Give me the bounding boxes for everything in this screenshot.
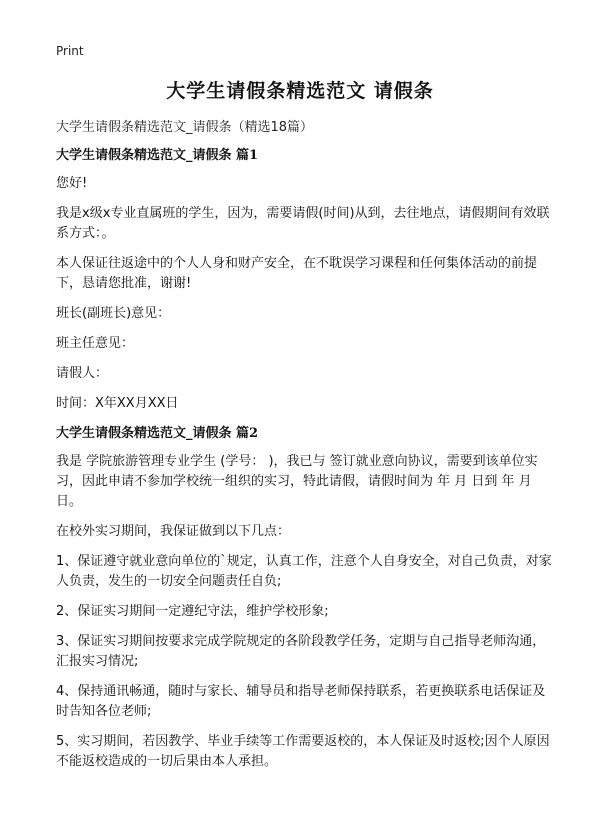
document-body xyxy=(56,118,556,782)
list-item: 4、保持通讯畅通，随时与家长、辅导员和指导老师保持联系，若更换联系电话保证及时告知各位老师; xyxy=(56,684,546,719)
applicant: 请假人： xyxy=(56,366,109,381)
paragraph: 本人保证往返途中的个人人身和财产安全，在不耽误学习课程和任何集体活动的前提下，恳请您批准，谢谢! xyxy=(56,256,538,291)
list-item: 3、保证实习期间按要求完成学院规定的各阶段教学任务，定期与自己指导老师沟通，汇报实习情况; xyxy=(56,634,546,669)
section-heading-1: 大学生请假条精选范文_请假条 篇1 xyxy=(56,148,259,163)
list-item: 2、保证实习期间一定遵纪守法，维护学校形象; xyxy=(56,604,329,619)
list-item: 1、保证遵守就业意向单位的`规定，认真工作，注意个人自身安全，对自己负责，对家人负责，发生的一切安全问题责任自负; xyxy=(56,554,552,589)
date-line: 时间：X年XX月XX日 xyxy=(56,396,179,411)
monitor-opinion: 班长(副班长)意见： xyxy=(56,306,171,321)
paragraph: 我是 学院旅游管理专业学生 (学号： )，我已与 签订就业意向协议，需要到该单位实习，因此申请不参加学校统一组织的实习，特此请假，请假时间为 年 月 日到 年 月 日。 xyxy=(56,454,538,509)
greeting: 您好! xyxy=(56,176,88,191)
list-item: 5、实习期间，若因教学、毕业手续等工作需要返校的，本人保证及时返校;因个人原因不能返校造成的一切后果由本人承担。 xyxy=(56,734,550,769)
paragraph: 我是x级x专业直属班的学生，因为，需要请假(时间)从到，去往地点，请假期间有效联系方式：。 xyxy=(56,206,550,241)
section-heading-2: 大学生请假条精选范文_请假条 篇2 xyxy=(56,426,259,441)
page-title: 大学生请假条精选范文 请假条 xyxy=(166,80,434,102)
paragraph: 在校外实习期间，我保证做到以下几点： xyxy=(56,524,291,539)
document-subtitle: 大学生请假条精选范文_请假条（精选18篇） xyxy=(56,120,314,135)
teacher-opinion: 班主任意见： xyxy=(56,336,135,351)
print-link[interactable]: Print xyxy=(56,44,84,58)
